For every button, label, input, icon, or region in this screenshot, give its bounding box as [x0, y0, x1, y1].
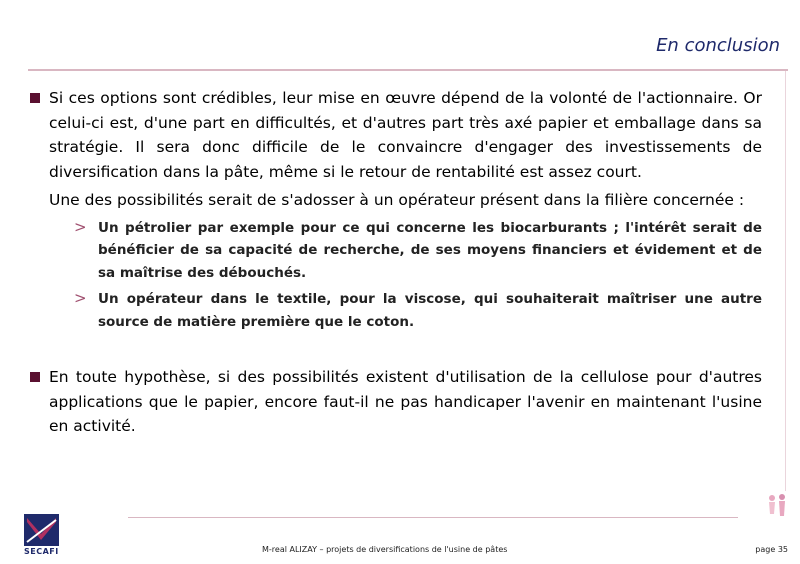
square-bullet-icon [30, 93, 40, 103]
sub-item [74, 217, 762, 285]
page-number: page 35 [755, 545, 788, 554]
secafi-logo [24, 514, 64, 556]
footer-divider [128, 517, 738, 518]
bullet-item [30, 365, 762, 439]
slide-content [30, 86, 762, 439]
bullet-text: En toute hypothèse, si des possibilités existent d'utilisation de la cellulose pour d'autres applications que le papier, encore faut-il ne pas handicaper l'avenir en maintenant l'usine en activité. [49, 368, 762, 435]
secafi-logo-icon [24, 514, 59, 546]
sub-item [74, 288, 762, 333]
square-bullet-icon [30, 372, 40, 382]
title-divider [28, 69, 788, 71]
bullet-item [30, 86, 762, 184]
sub-item-text: Un pétrolier par exemple pour ce qui concerne les biocarburants ; l'intérêt serait de bénéficier de sa capacité de recherche, de ses moyens financiers et évidement et de sa maîtrise des débouchés. [98, 219, 762, 281]
bullet-text: Si ces options sont crédibles, leur mise en œuvre dépend de la volonté de l'actionnaire. Or celui-ci est, d'une part en difficultés, et d'autres part très axé papier et emballage dans sa stratégie. Il sera donc difficile de le convaincre d'engager des investissements de diversification dans la pâte, même si le retour de rentabilité est assez court. [49, 89, 762, 181]
slide-title: En conclusion [656, 35, 780, 56]
chevron-right-icon: > [74, 289, 87, 307]
right-divider [785, 71, 786, 491]
people-illustration-icon [762, 492, 792, 522]
logo-text: SECAFI [24, 547, 59, 556]
sub-item-text: Un opérateur dans le textile, pour la viscose, qui souhaiterait maîtriser une autre source de matière première que le coton. [98, 291, 762, 330]
paragraph-text: Une des possibilités serait de s'adosser à un opérateur présent dans la filière concernée : [49, 191, 745, 209]
chevron-right-icon: > [74, 217, 87, 236]
footer-text: M-real ALIZAY – projets de diversifications de l'usine de pâtes [262, 545, 508, 554]
spacer [30, 333, 762, 365]
